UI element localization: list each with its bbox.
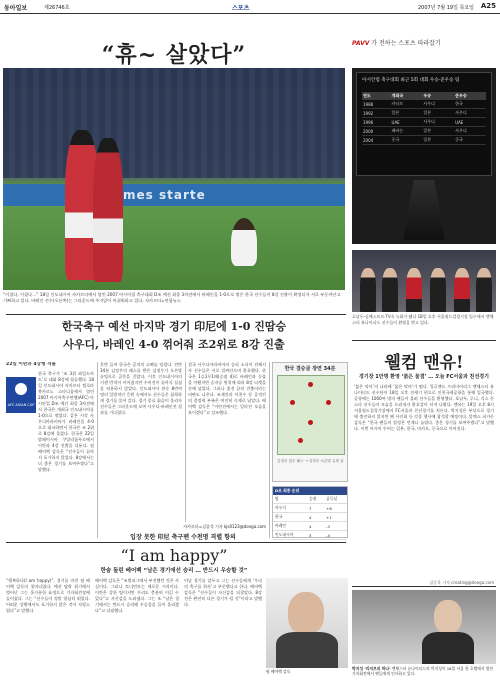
group-standings <box>272 486 348 538</box>
person-figure <box>476 268 492 312</box>
person-head <box>434 600 462 634</box>
table-cell: 사우디 <box>454 127 486 136</box>
main-photo-caption: “이겼다, 이겼다…” 18일 인도네시아 자카르타에서 열린 2007 아시아컵 축구대회 D조 예선 최종 3차전에서 바레인을 1-0으로 꺾은 한국 선수들이 8강 진출이 확정되자 서로 부둥켜안고 기뻐하고 있다. 바레인 선수(오른쪽)는 그라운드에 주저앉아 아쉬워하고 있다. 자카르타=연합뉴스 <box>3 292 341 303</box>
park-photo-caption <box>352 666 496 676</box>
table-cell: 4 <box>307 522 324 531</box>
divider <box>352 340 496 341</box>
box-heading: 입장 못한 印尼 축구팬 수천명 격렬 항의 <box>130 534 236 541</box>
table-cell: 사우디 <box>422 118 454 127</box>
coach-caption: 핌 베어벡 감독 <box>266 669 291 674</box>
person-figure <box>454 268 470 312</box>
table-cell: 인도네시아 <box>273 531 307 540</box>
table-cell: 3 <box>307 531 324 540</box>
diagram-note: 김정우 침투 패스 → 김정우 오른발 슈팅 골 <box>277 459 344 463</box>
table-header: 개최국 <box>391 92 423 100</box>
table-cell: 2004 <box>362 136 391 145</box>
table-cell: 한국 <box>454 100 486 109</box>
table-cell: 바레인 <box>273 522 307 531</box>
table-cell: 일본 <box>422 136 454 145</box>
player-marker <box>298 438 303 443</box>
table-cell: 일본 <box>422 127 454 136</box>
table-row <box>273 513 347 522</box>
person-body <box>422 632 474 664</box>
table-cell: 한국 <box>273 513 307 522</box>
winners-table <box>362 92 486 145</box>
standings-title: D조 최종 순위 <box>273 487 347 495</box>
column-divider <box>185 362 186 522</box>
man-utd-arrival-photo <box>352 250 496 312</box>
table-cell: +1 <box>324 513 347 522</box>
paper-logo: 동아일보 <box>4 5 28 12</box>
table-cell: 일본 <box>422 109 454 118</box>
sponsor-brand: PAVV <box>352 40 370 47</box>
table-cell: 1996 <box>362 118 391 127</box>
lower-column-3: 이날 경기를 앞두고 그는 선수들에게 ‘우리의 축구를 하자’고 주문했다고 한다. 베어벡 감독은 “선수들이 자신감을 되찾았다. 8강전은 완전히 다른 경기가 될 것”이라고 말했다. <box>184 578 262 607</box>
byline-text: 자카르타=김종석 기자 kjs0123@donga.com <box>183 524 266 529</box>
table-row <box>273 531 347 540</box>
table-header: 준우승 <box>454 92 486 100</box>
welcome-subheadline: 경기장 1만명 환영 ‘붉은 물결’ … 오늘 FC서울과 친선경기 <box>359 374 489 380</box>
caption-title: 박지성 ‘리저브의 하나’ <box>352 666 391 671</box>
main-headline: “휴~ 살았다” <box>101 42 247 68</box>
person-figure <box>382 268 398 312</box>
table-header: 팀 <box>273 495 307 504</box>
divider <box>6 314 346 315</box>
table-cell: 사우디 <box>422 100 454 109</box>
divider <box>6 542 346 543</box>
table-cell: 1992 <box>362 109 391 118</box>
person-figure <box>430 268 446 312</box>
issue-number: 제26746호 <box>44 5 70 11</box>
player-marker <box>308 420 313 425</box>
table-cell: 중국 <box>391 136 423 145</box>
lower-headline: “I am happy” <box>120 546 228 565</box>
diagram-title: 한국 결승골 장면 34분 <box>284 366 336 372</box>
table-cell: 7 <box>307 504 324 513</box>
table-cell: 카타르 <box>391 100 423 109</box>
caption-text: 맨체스터 유나이티드의 박지성이 18일 서울 한 호텔에서 열린 기자회견에서 팬들에게 인사하고 있다. <box>352 666 494 676</box>
welcome-article: ‘붉은 악마’의 나라에 ‘붉은 악마’가 떴다. 잉글랜드 프리미어리그 맨체스터 유나이티드 선수단이 18일 오후 전세기 편으로 인천국제공항을 통해 입국했다. 공항에는 1000여 명의 팬들이 몰려 선수들을 환영했다. 호날두, 루니, 긱스 등 스타 선수들이 모습을 드러내자 환호성이 터져 나왔다. 맨유는 19일 오후 8시 서울월드컵경기장에서 FC서울과 친선경기를 치른다. 박지성은 부상으로 경기에 출전하지 않지만 팬 사인회 등 각종 행사에 참석할 예정이다. 알렉스 퍼거슨 감독은 “한국 팬들의 열정은 언제나 놀랍다. 좋은 경기를 보여주겠다”고 말했다. 이번 아시아 투어는 일본, 한국, 마카오, 중국으로 이어진다. <box>354 384 494 431</box>
article-body: 한국 축구가 ‘조 3위 와일드카드’로 대회 8강에 합류했다. 18일 인도네시아 자카르타 겔로라 붕카르노 스타디움에서 열린 2007 아시아축구연맹(AFC) 아시안컵 D조 예선 최종 3차전에서 한국은 개최국 인도네시아를 1-0으로 꺾었다. 같은 시각 사우디아라비아가 바레인을 4-0으로 대파하면서 한국은 조 2위로 8강에 올랐다. 한국은 22일 말레이시아 쿠알라룸푸르에서 이란과 4강 진출을 다툰다. 핌 베어벡 감독은 “선수들이 끝까지 포기하지 않았다. 8강에서는 더 좋은 경기를 보여주겠다”고 말했다. <box>38 371 94 472</box>
main-photo <box>3 68 345 290</box>
tv-graphic <box>352 68 496 244</box>
lower-subheadline: 한숨 돌린 베어벡 “남은 경기에선 승리 … 반드시 우승할 것” <box>100 568 248 574</box>
diagram-field <box>277 375 345 455</box>
player-marker <box>326 400 331 405</box>
emblem-label: AFC ASIAN CUP <box>7 403 35 407</box>
table-cell: UAE <box>454 118 486 127</box>
table-cell: -4 <box>324 531 347 540</box>
subheadline-2: 사우디, 바레인 4-0 꺾어줘 조2위로 8강 진출 <box>63 338 285 351</box>
table-cell: +6 <box>324 504 347 513</box>
advertising-board: mes starte <box>3 184 345 206</box>
masthead <box>0 0 500 14</box>
coach-photo <box>266 578 348 668</box>
table-row <box>273 504 347 513</box>
article-column-2: 후반 들어 한국은 공격의 고삐를 당겼다. 전반 34분 김정우의 패스를 받은 김정우가 오른발 슈팅으로 골문을 갈랐다. 이후 인도네시아의 거센 반격이 이어졌지만 수비진이 끝까지 실점을 허용하지 않았다. 인도네시아 관중 8만여 명의 일방적인 응원 속에서도 선수들은 침착하게 경기를 풀어 갔다. 경기 종료 휘슬이 울리자 선수들은 그라운드에 모여 사우디-바레인전 결과를 기다렸다. <box>100 362 182 415</box>
table-cell: 사우디 <box>454 109 486 118</box>
table-cell: 2000 <box>362 127 391 136</box>
table-row <box>362 118 486 127</box>
table-header: 골득실 <box>324 495 347 504</box>
table-row <box>362 127 486 136</box>
table-cell: 중국 <box>454 136 486 145</box>
column-divider <box>97 362 98 538</box>
man-utd-photo-caption: 호날두·실베스트르·TV속 녹화가 됐다 18일 오후 서울월드컵경기장 입구에서 맨체스터 유나이티드 선수들이 환영을 받고 있다. <box>352 314 494 325</box>
table-row <box>362 100 486 109</box>
article-column-3: 결국 사우디아라비아의 승리 소식이 전해지자 선수들은 서로 얼싸안으며 환호했다. 한국은 1승1무1패(승점 4)로 바레인과 동률을 이뤘지만 승자승 원칙에 따라 8강 티켓을 손에 넣었다. 그러나 졸전 끝의 진출이라는 비판도 나온다. 조재진과 이천수 등 공격진의 결정력 부족은 여전히 숙제로 남았다. 베어벡 감독은 “이란전에서는 달라진 모습을 보이겠다”고 강조했다. <box>188 362 266 415</box>
bahrain-player <box>231 218 257 266</box>
pitch <box>3 206 345 290</box>
column-divider <box>269 362 270 538</box>
table-header: 승점 <box>307 495 324 504</box>
page-number: A25 <box>480 2 496 10</box>
table-header: 연도 <box>362 92 391 100</box>
section-title: 스포츠 <box>232 5 250 12</box>
table-row <box>362 136 486 145</box>
sponsor-tagline: 가 전하는 스포츠 따라잡기 <box>371 40 441 47</box>
goal-diagram <box>272 362 348 482</box>
afc-emblem <box>6 377 36 413</box>
stadium-stands <box>3 68 345 178</box>
korean-player-2 <box>93 138 123 282</box>
person-figure <box>406 268 422 312</box>
standings-table <box>273 495 347 540</box>
issue-date: 2007년 7월 19일 목요일 <box>417 5 474 11</box>
tv-stand <box>372 180 476 240</box>
table-cell: 사우디 <box>273 504 307 513</box>
park-ji-sung-photo <box>352 590 496 664</box>
table-cell: 1988 <box>362 100 391 109</box>
subheadline-1: 한국축구 예선 마지막 경기 印尼에 1-0 진땀승 <box>61 320 287 333</box>
table-cell: 4 <box>307 513 324 522</box>
table-row <box>273 522 347 531</box>
divider <box>352 586 496 587</box>
coach-body <box>276 632 338 668</box>
table-row <box>362 109 486 118</box>
lower-column-2: 베어벡 감독은 “조별리그에서 부진했던 것은 사실이다. 그러나 토너먼트는 새로운 시작이다. 이란은 강한 팀이지만 우리도 충분히 이길 수 있다”고 자신감을 드러냈다. 그는 또 “남은 경기에서는 반드시 승리해 우승컵을 들어 올리겠다”고 다짐했다. <box>95 578 179 613</box>
table-cell: -3 <box>324 522 347 531</box>
winners-table-title: 아시안컵 축구대회 최근 5회 대회 우승·준우승 팀 <box>362 78 460 83</box>
article-lead: 22일 이란과 4강행 격돌 <box>6 362 56 367</box>
lower-column-1: “행복하다(I am happy)”. 경기를 마친 핌 베어벡 감독의 첫마디였다. 예선 탈락 위기에서 벗어난 그는 홀가분한 표정으로 기자회견장에 들어섰다. 그는 “선수들이 정말 열심히 뛰었다. 어려운 상황에서도 포기하지 않은 것이 자랑스럽다”고 말했다. <box>6 578 90 613</box>
person-figure <box>360 268 376 312</box>
welcome-byline: 김동욱 기자 creating@donga.com <box>429 580 494 585</box>
player-marker <box>290 400 295 405</box>
coach-head <box>288 592 324 634</box>
table-cell: UAE <box>391 118 423 127</box>
player-marker <box>308 382 313 387</box>
table-header: 우승 <box>422 92 454 100</box>
emblem-icon <box>15 383 27 395</box>
sponsor-banner <box>352 38 496 50</box>
welcome-headline: 웰컴 맨유! <box>384 353 464 373</box>
table-cell: 일본 <box>391 109 423 118</box>
table-cell: 레바논 <box>391 127 423 136</box>
